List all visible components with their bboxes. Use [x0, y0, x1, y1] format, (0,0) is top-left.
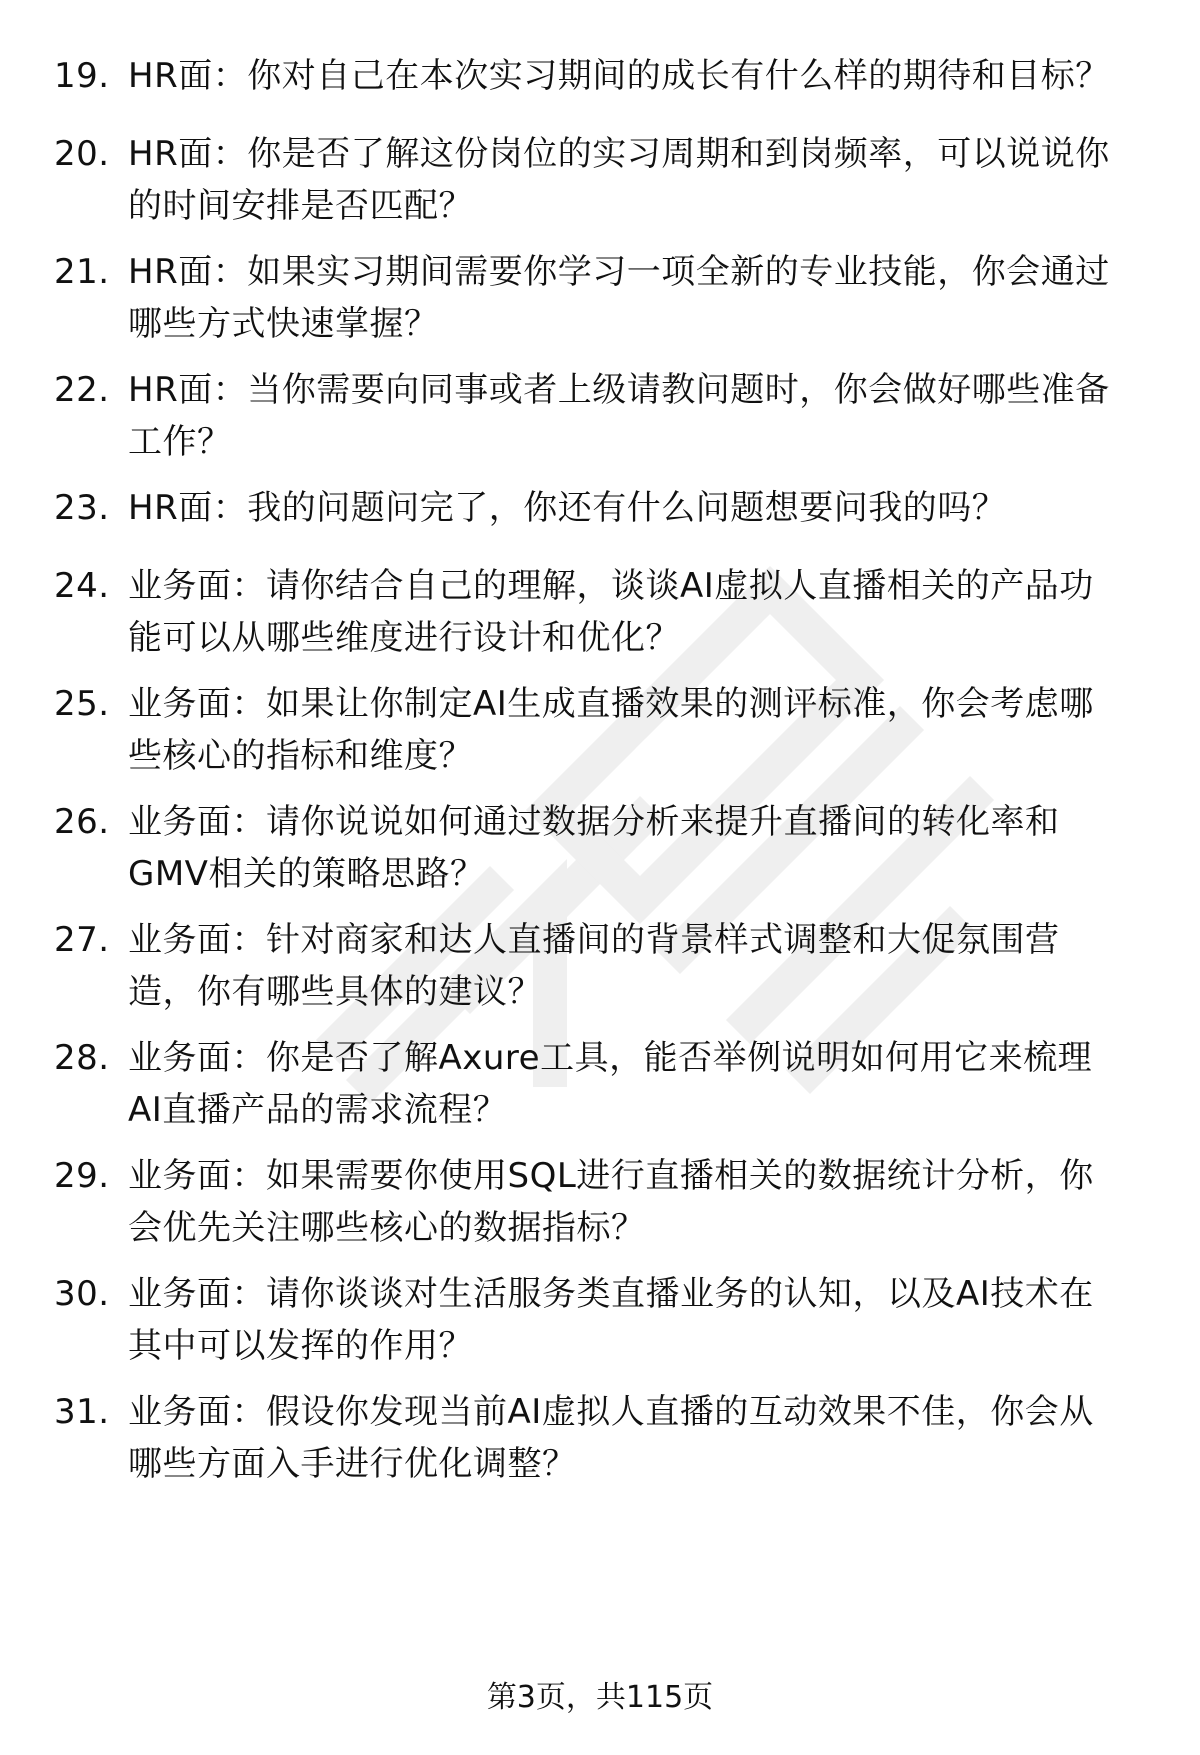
question-line: HR面：我的问题问完了，你还有什么问题想要问我的吗？	[128, 488, 1007, 528]
question-text	[128, 1268, 1160, 1372]
question-text	[128, 1150, 1160, 1254]
question-line: HR面：你是否了解这份岗位的实习周期和到岗频率，可以说说你	[128, 134, 1110, 174]
question-number: 29.	[54, 1156, 110, 1196]
question-line: 些核心的指标和维度？	[128, 736, 473, 776]
question-number: 24.	[54, 566, 110, 606]
question-line: 工作？	[128, 422, 232, 462]
question-line: 业务面：请你说说如何通过数据分析来提升直播间的转化率和	[128, 802, 1060, 842]
question-text	[128, 364, 1160, 468]
question-text	[128, 482, 1160, 534]
question-line: AI直播产品的需求流程？	[128, 1090, 508, 1130]
question-line: 哪些方式快速掌握？	[128, 304, 439, 344]
question-line: 哪些方面入手进行优化调整？	[128, 1444, 577, 1484]
question-number: 27.	[54, 920, 110, 960]
question-line: 业务面：如果需要你使用SQL进行直播相关的数据统计分析，你	[128, 1156, 1094, 1196]
question-number: 19.	[54, 56, 110, 96]
question-number: 28.	[54, 1038, 110, 1078]
page-footer	[0, 1678, 1200, 1718]
question-line: HR面：如果实习期间需要你学习一项全新的专业技能，你会通过	[128, 252, 1110, 292]
question-number: 20.	[54, 134, 110, 174]
question-line: 业务面：假设你发现当前AI虚拟人直播的互动效果不佳，你会从	[128, 1392, 1094, 1432]
question-text	[128, 914, 1160, 1018]
question-line: 的时间安排是否匹配？	[128, 186, 473, 226]
question-line: 业务面：请你谈谈对生活服务类直播业务的认知，以及AI技术在	[128, 1274, 1094, 1314]
question-line: 会优先关注哪些核心的数据指标？	[128, 1208, 646, 1248]
question-text	[128, 560, 1160, 664]
question-number: 25.	[54, 684, 110, 724]
question-line: 业务面：针对商家和达人直播间的背景样式调整和大促氛围营	[128, 920, 1060, 960]
question-text	[128, 128, 1160, 232]
question-line: HR面：你对自己在本次实习期间的成长有什么样的期待和目标？	[128, 56, 1110, 96]
question-number: 23.	[54, 488, 110, 528]
question-text	[128, 246, 1160, 350]
page-number-label: 第3页，共115页	[486, 1680, 714, 1715]
question-text	[128, 1032, 1160, 1136]
question-number: 22.	[54, 370, 110, 410]
question-text	[128, 50, 1160, 102]
question-number: 21.	[54, 252, 110, 292]
question-line: 业务面：你是否了解Axure工具，能否举例说明如何用它来梳理	[128, 1038, 1093, 1078]
question-text	[128, 678, 1160, 782]
question-line: GMV相关的策略思路？	[128, 854, 485, 894]
question-number: 31.	[54, 1392, 110, 1432]
question-line: HR面：当你需要向同事或者上级请教问题时，你会做好哪些准备	[128, 370, 1110, 410]
question-text	[128, 1386, 1160, 1490]
question-line: 业务面：请你结合自己的理解，谈谈AI虚拟人直播相关的产品功	[128, 566, 1094, 606]
question-text	[128, 796, 1160, 900]
question-number: 30.	[54, 1274, 110, 1314]
question-line: 能可以从哪些维度进行设计和优化？	[128, 618, 680, 658]
question-number: 26.	[54, 802, 110, 842]
question-line: 造，你有哪些具体的建议？	[128, 972, 542, 1012]
question-line: 其中可以发挥的作用？	[128, 1326, 473, 1366]
question-line: 业务面：如果让你制定AI生成直播效果的测评标准，你会考虑哪	[128, 684, 1094, 724]
